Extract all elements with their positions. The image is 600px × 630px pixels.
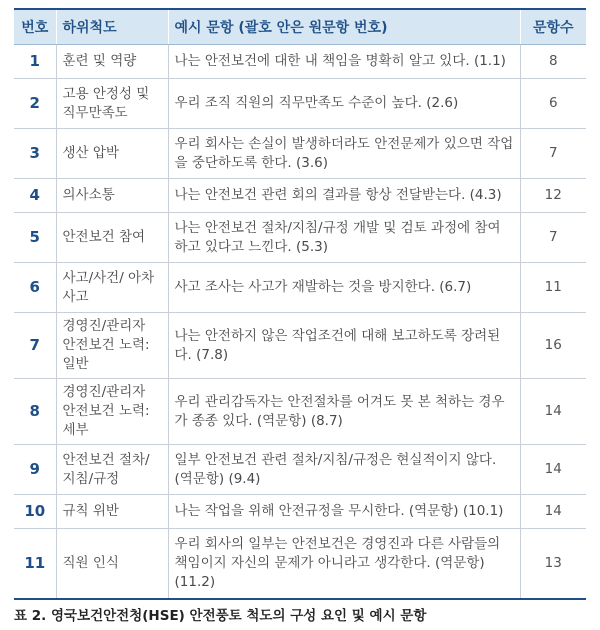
- row-subscale: 고용 안정성 및 직무만족도: [56, 79, 168, 129]
- row-example: 우리 조직 직원의 직무만족도 수준이 높다. (2.6): [168, 79, 520, 129]
- row-count: 14: [520, 445, 586, 495]
- row-count: 6: [520, 79, 586, 129]
- row-example: 나는 안전보건 절차/지침/규정 개발 및 검토 과정에 참여하고 있다고 느낀다. (5.3): [168, 213, 520, 263]
- table-row: [14, 445, 586, 495]
- table-row: [14, 379, 586, 445]
- row-number: 1: [14, 45, 56, 79]
- table-row: [14, 79, 586, 129]
- row-count: 7: [520, 213, 586, 263]
- row-subscale: 경영진/관리자 안전보건 노력: 세부: [56, 379, 168, 445]
- row-subscale: 안전보건 참여: [56, 213, 168, 263]
- header-number: 번호: [14, 9, 56, 45]
- header-example-item: 예시 문항 (괄호 안은 원문항 번호): [168, 9, 520, 45]
- row-example: 우리 회사의 일부는 안전보건은 경영진과 다른 사람들의 책임이지 자신의 문제가 아니라고 생각한다. (역문항) (11.2): [168, 529, 520, 599]
- row-count: 7: [520, 129, 586, 179]
- row-number: 6: [14, 263, 56, 313]
- row-subscale: 경영진/관리자 안전보건 노력: 일반: [56, 313, 168, 379]
- table-row: [14, 129, 586, 179]
- header-item-count: 문항수: [520, 9, 586, 45]
- header-subscale: 하위척도: [56, 9, 168, 45]
- row-example: 일부 안전보건 관련 절차/지침/규정은 현실적이지 않다. (역문항) (9.4): [168, 445, 520, 495]
- row-number: 5: [14, 213, 56, 263]
- row-number: 2: [14, 79, 56, 129]
- row-example: 사고 조사는 사고가 재발하는 것을 방지한다. (6.7): [168, 263, 520, 313]
- row-example: 나는 작업을 위해 안전규정을 무시한다. (역문항) (10.1): [168, 495, 520, 529]
- hse-scale-table: [14, 8, 586, 600]
- row-example: 나는 안전보건에 대한 내 책임을 명확히 알고 있다. (1.1): [168, 45, 520, 79]
- row-number: 3: [14, 129, 56, 179]
- row-number: 4: [14, 179, 56, 213]
- row-count: 12: [520, 179, 586, 213]
- row-number: 9: [14, 445, 56, 495]
- row-subscale: 규칙 위반: [56, 495, 168, 529]
- table-row: [14, 213, 586, 263]
- row-count: 14: [520, 379, 586, 445]
- table-row: [14, 263, 586, 313]
- row-number: 11: [14, 529, 56, 599]
- row-count: 13: [520, 529, 586, 599]
- row-subscale: 생산 압박: [56, 129, 168, 179]
- table-row: [14, 313, 586, 379]
- row-subscale: 직원 인식: [56, 529, 168, 599]
- row-subscale: 사고/사건/ 아차사고: [56, 263, 168, 313]
- row-number: 10: [14, 495, 56, 529]
- table-body: [14, 45, 586, 599]
- row-count: 11: [520, 263, 586, 313]
- row-example: 우리 관리감독자는 안전절차를 어겨도 못 본 척하는 경우가 종종 있다. (역문항) (8.7): [168, 379, 520, 445]
- row-subscale: 안전보건 절차/ 지침/규정: [56, 445, 168, 495]
- row-example: 나는 안전하지 않은 작업조건에 대해 보고하도록 장려된다. (7.8): [168, 313, 520, 379]
- row-count: 14: [520, 495, 586, 529]
- table-row: [14, 45, 586, 79]
- row-count: 16: [520, 313, 586, 379]
- table-row: [14, 495, 586, 529]
- scale-table-container: [14, 8, 586, 600]
- table-row: [14, 179, 586, 213]
- row-subscale: 의사소통: [56, 179, 168, 213]
- row-count: 8: [520, 45, 586, 79]
- row-number: 8: [14, 379, 56, 445]
- row-example: 나는 안전보건 관련 회의 결과를 항상 전달받는다. (4.3): [168, 179, 520, 213]
- table-row: [14, 529, 586, 599]
- header-row: [14, 9, 586, 45]
- table-caption: 표 2. 영국보건안전청(HSE) 안전풍토 척도의 구성 요인 및 예시 문항: [14, 608, 427, 624]
- row-subscale: 훈련 및 역량: [56, 45, 168, 79]
- row-number: 7: [14, 313, 56, 379]
- table-header: [14, 9, 586, 45]
- row-example: 우리 회사는 손실이 발생하더라도 안전문제가 있으면 작업을 중단하도록 한다. (3.6): [168, 129, 520, 179]
